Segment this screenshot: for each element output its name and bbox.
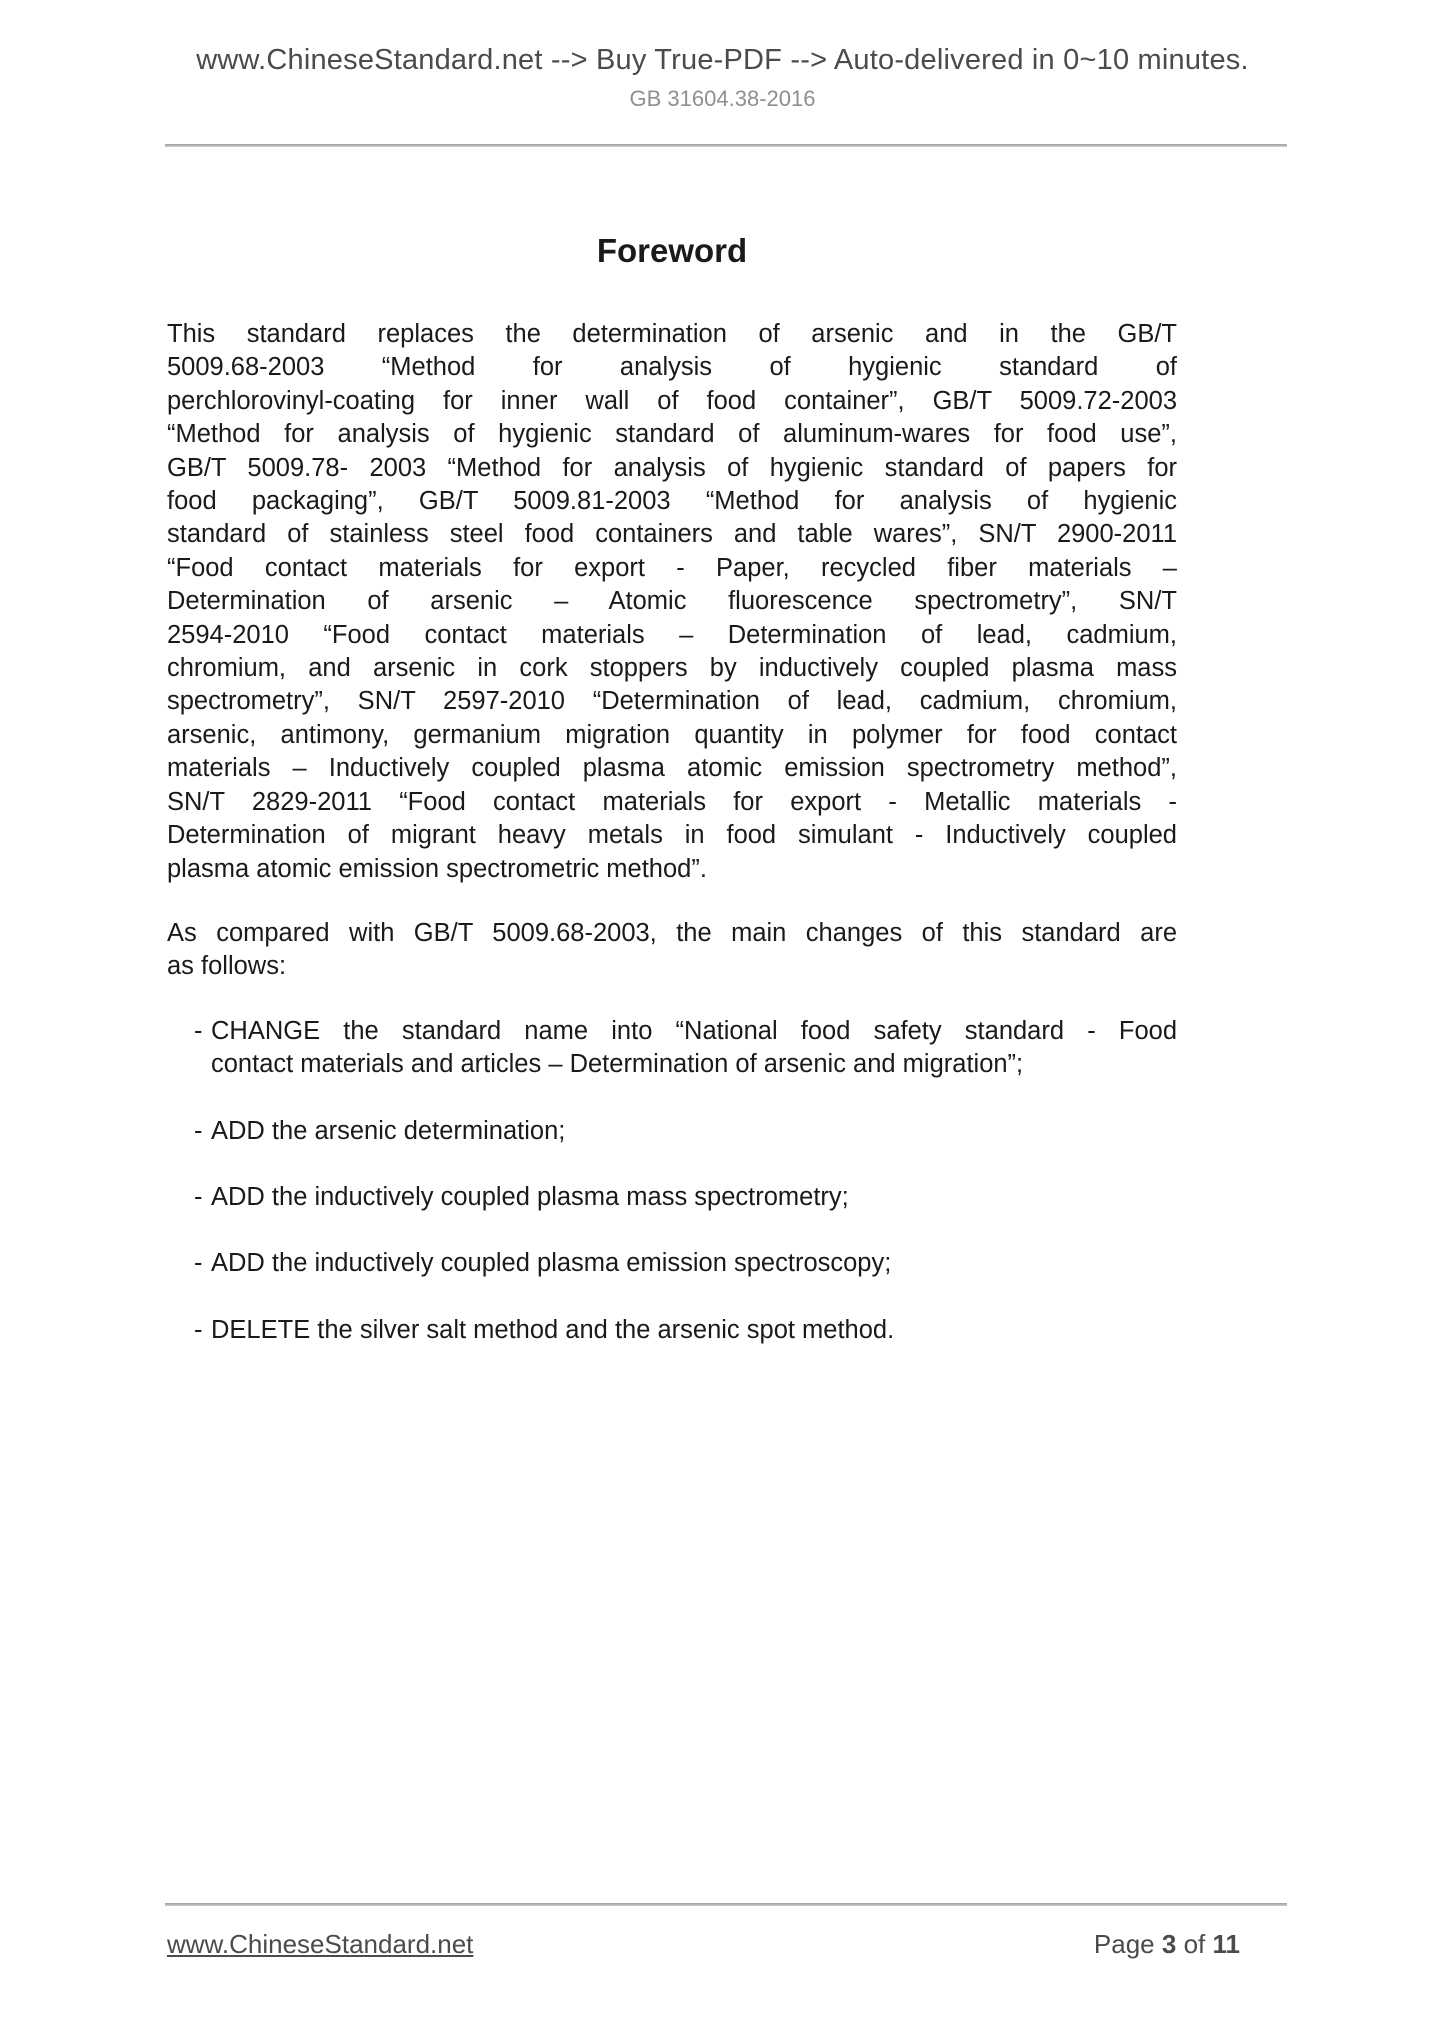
bullet-dash: - [194,1182,203,1211]
change-item-text [211,1314,1177,1347]
paragraph-changes-intro-line: As compared with GB/T 5009.68-2003, the main changes of this standard are [167,918,1177,947]
header-url-line: www.ChineseStandard.net --> Buy True-PDF --> Auto-delivered in 0~10 minutes. [196,44,1249,76]
footer-site-link[interactable]: www.ChineseStandard.net [167,1929,474,1959]
change-item-line: DELETE the silver salt method and the arsenic spot method. [211,1315,895,1344]
paragraph-standard-replaces-line: Determination of migrant heavy metals in food simulant - Inductively coupled [167,821,1177,850]
page-total: 11 [1212,1929,1240,1959]
change-item [167,1181,1177,1214]
paragraph-standard-replaces-line: 2594-2010 “Food contact materials – Determination of lead, cadmium, [167,620,1177,649]
header-divider [165,144,1287,147]
paragraph-standard-replaces-line: plasma atomic emission spectrometric method”. [167,854,707,883]
paragraph-standard-replaces-line: materials – Inductively coupled plasma atomic emission spectrometry method”, [167,754,1177,783]
paragraph-standard-replaces-line: food packaging”, GB/T 5009.81-2003 “Method for analysis of hygienic [167,487,1177,516]
paragraph-standard-replaces-line: SN/T 2829-2011 “Food contact materials for export - Metallic materials - [167,787,1177,816]
change-item-line: CHANGE the standard name into “National food safety standard - Food [211,1016,1177,1045]
bullet-dash: - [194,1116,203,1145]
paragraph-standard-replaces [167,318,1177,886]
paragraph-standard-replaces-line: perchlorovinyl-coating for inner wall of food container”, GB/T 5009.72-2003 [167,386,1177,415]
paragraph-changes-intro [167,917,1177,984]
bullet-dash: - [194,1249,203,1278]
paragraph-standard-replaces-line: Determination of arsenic – Atomic fluorescence spectrometry”, SN/T [167,587,1177,616]
change-item-line: ADD the arsenic determination; [211,1116,566,1145]
page-current: 3 [1161,1929,1177,1959]
change-item-text [211,1181,1177,1214]
paragraph-standard-replaces-line: This standard replaces the determination of arsenic and in the GB/T [167,320,1177,348]
page-of-label: of [1183,1929,1206,1959]
document-body [167,318,1177,1380]
page-label: Page [1093,1929,1155,1959]
bullet-dash: - [194,1315,203,1344]
paragraph-standard-replaces-line: chromium, and arsenic in cork stoppers by inductively coupled plasma mass [167,654,1177,683]
paragraph-changes-intro-line: as follows: [167,952,287,981]
paragraph-standard-replaces-line: arsenic, antimony, germanium migration quantity in polymer for food contact [167,720,1177,749]
change-item-line: ADD the inductively coupled plasma emission spectroscopy; [211,1249,892,1278]
change-item-line: ADD the inductively coupled plasma mass spectrometry; [211,1182,849,1211]
footer-divider [165,1903,1287,1906]
change-item [167,1015,1177,1082]
paragraph-standard-replaces-line: “Food contact materials for export - Paper, recycled fiber materials – [167,553,1177,582]
paragraph-standard-replaces-line: 5009.68-2003 “Method for analysis of hygienic standard of [167,353,1177,382]
bullet-dash: - [194,1016,203,1045]
page-title: Foreword [596,232,748,269]
change-item-text [211,1247,1177,1280]
change-item [167,1314,1177,1347]
change-item-text [211,1015,1177,1082]
header-doc-number: GB 31604.38-2016 [629,86,816,111]
paragraph-standard-replaces-line: GB/T 5009.78- 2003 “Method for analysis of hygienic standard of papers for [167,453,1177,482]
change-item-text [211,1115,1177,1148]
change-item [167,1115,1177,1148]
footer-page-number [1094,1929,1240,1960]
paragraph-standard-replaces-line: spectrometry”, SN/T 2597-2010 “Determination of lead, cadmium, chromium, [167,687,1177,716]
change-item [167,1247,1177,1280]
changes-list [167,1015,1177,1347]
paragraph-standard-replaces-line: standard of stainless steel food containers and table wares”, SN/T 2900-2011 [167,520,1177,549]
change-item-line: contact materials and articles – Determination of arsenic and migration”; [211,1050,1024,1079]
paragraph-standard-replaces-line: “Method for analysis of hygienic standard of aluminum-wares for food use”, [167,420,1177,449]
